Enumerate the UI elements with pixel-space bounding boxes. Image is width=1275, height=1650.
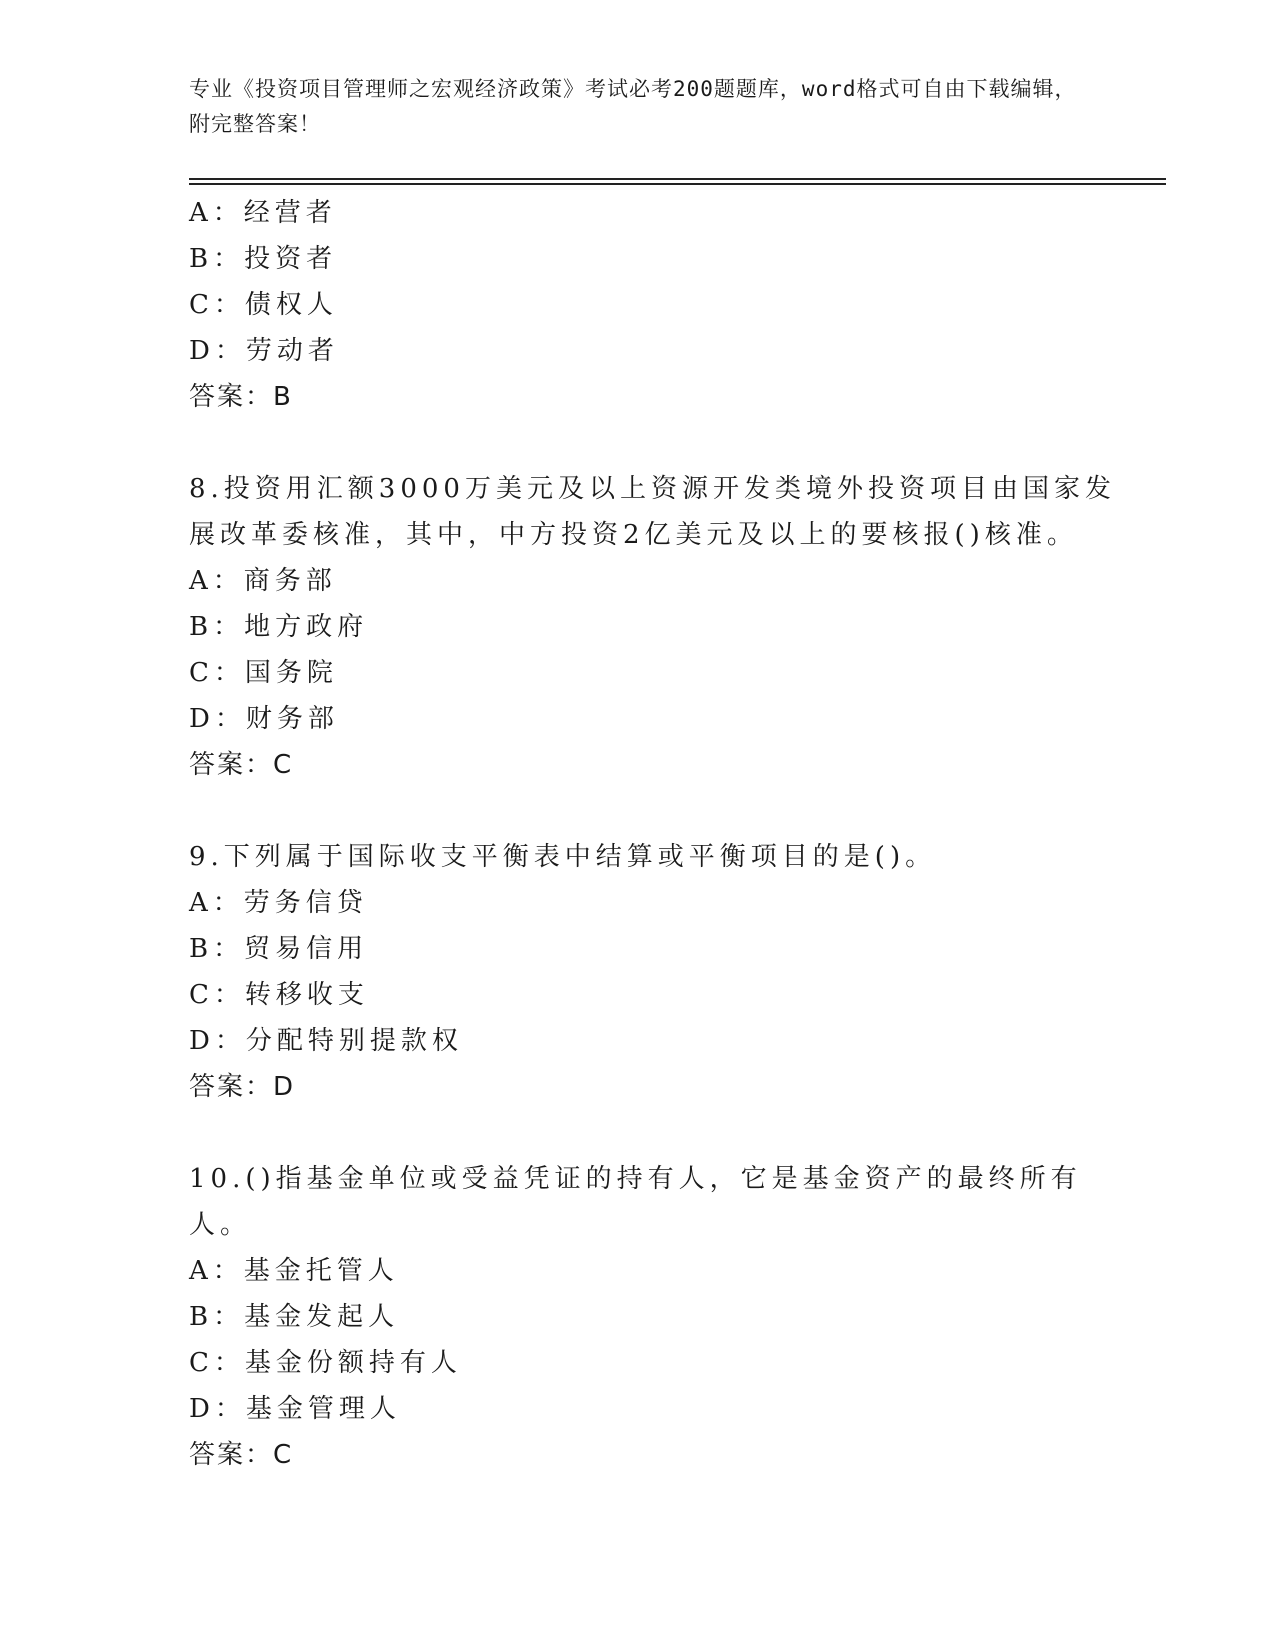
header-divider-bottom [189,183,1166,185]
question-stem: 9.下列属于国际收支平衡表中结算或平衡项目的是()。 [189,842,937,872]
question-stem: 10.()指基金单位或受益凭证的持有人，它是基金资产的最终所有人。 [189,1164,1082,1240]
option-a: A：经营者 [189,198,337,228]
option-b: B：地方政府 [189,612,369,642]
option-d: D：分配特别提款权 [189,1026,463,1056]
document-title: 专业《投资项目管理师之宏观经济政策》考试必考200题题库，word格式可自由下载编辑，附完整答案！ [189,77,1077,136]
option-a: A：劳务信贷 [189,888,368,918]
option-c: C：转移收支 [189,980,369,1010]
header-divider-top [189,178,1166,180]
option-b: B：投资者 [189,244,338,274]
option-b: B：贸易信用 [189,934,369,964]
spacer [189,420,1119,466]
spacer [189,1110,1119,1156]
question-9 [189,834,1119,1110]
option-c: C：债权人 [189,290,338,320]
question-list [189,190,1119,1478]
answer-line: 答案：C [189,750,294,780]
document-header [189,72,1089,142]
option-c: C：基金份额持有人 [189,1348,462,1378]
question-stem: 8.投资用汇额3000万美元及以上资源开发类境外投资项目由国家发展改革委核准，其中，中方投资2亿美元及以上的要核报()核准。 [189,474,1116,550]
answer-line: 答案：C [189,1440,294,1470]
question-7-continued [189,190,1119,420]
option-c: C：国务院 [189,658,338,688]
answer-line: 答案：B [189,382,293,412]
question-8 [189,466,1119,788]
option-d: D：基金管理人 [189,1394,401,1424]
option-d: D：劳动者 [189,336,339,366]
question-10 [189,1156,1119,1478]
option-b: B：基金发起人 [189,1302,400,1332]
option-a: A：基金托管人 [189,1256,399,1286]
option-d: D：财务部 [189,704,339,734]
option-a: A：商务部 [189,566,337,596]
spacer [189,788,1119,834]
answer-line: 答案：D [189,1072,296,1102]
